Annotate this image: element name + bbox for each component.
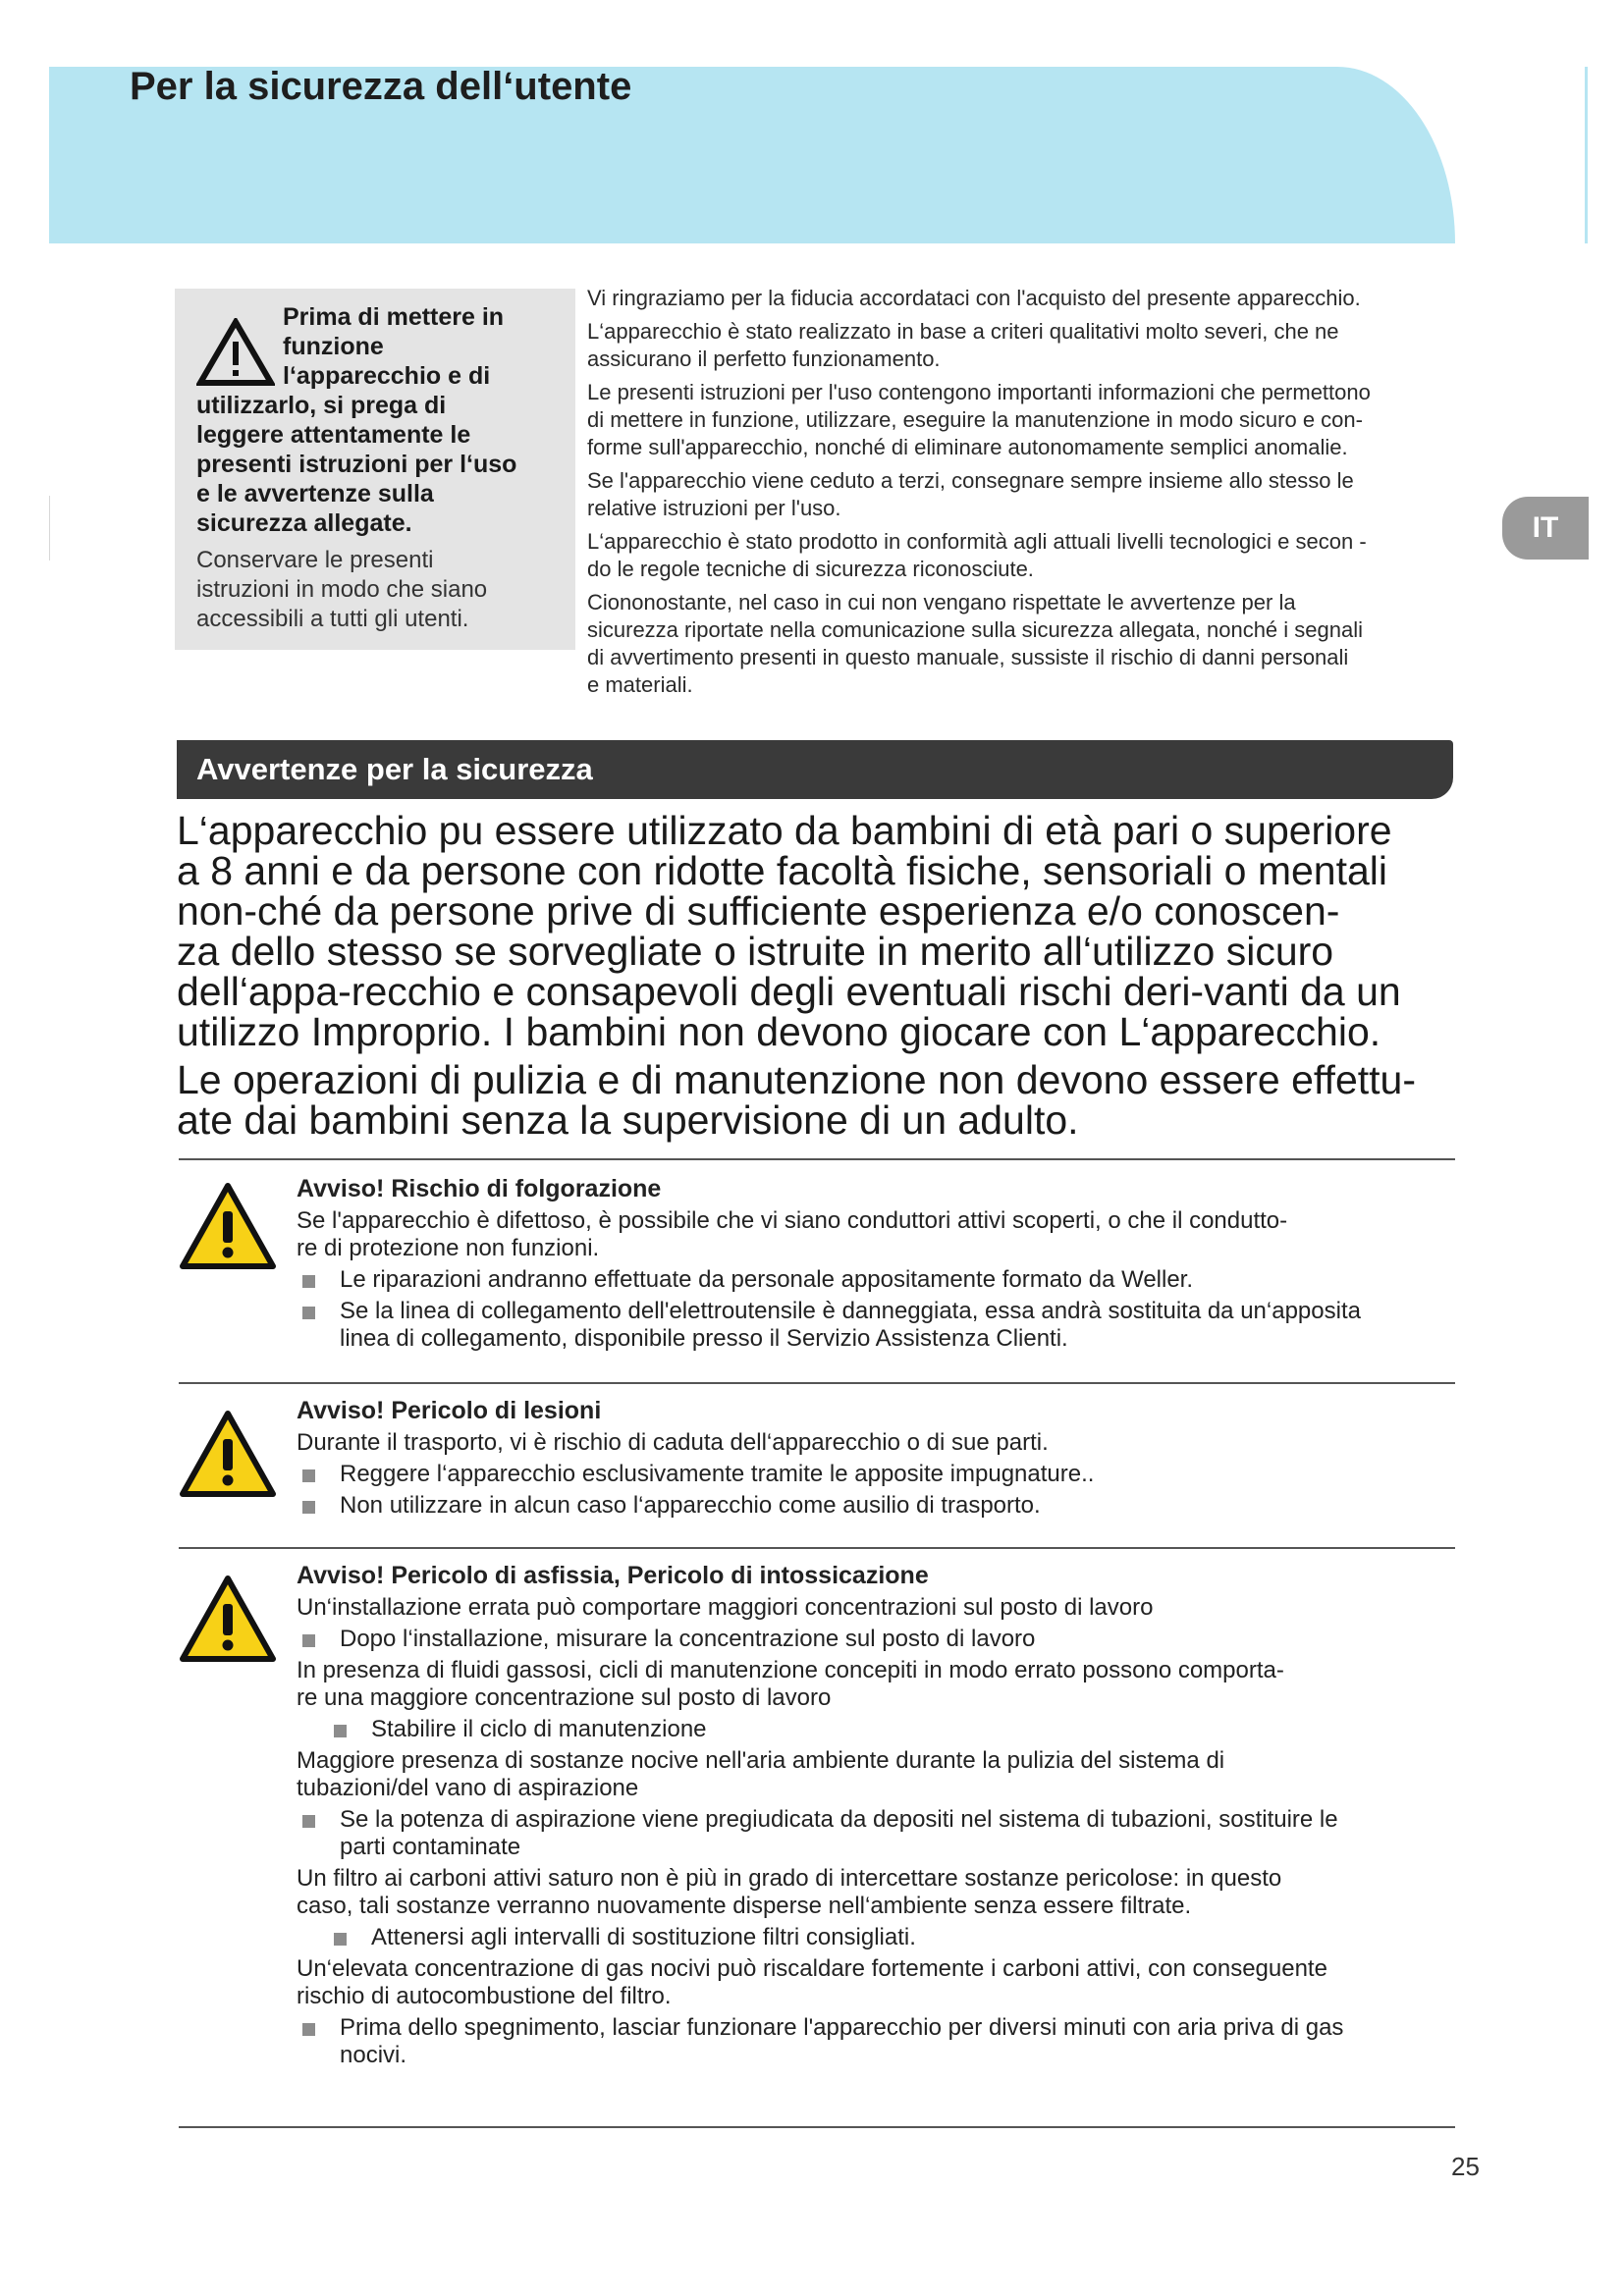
warning-line: re di protezione non funzioni. (297, 1235, 600, 1261)
big-line: utilizzo Improprio. I bambini non devono giocare con L‘apparecchio. (177, 1009, 1381, 1054)
big-paragraph (177, 808, 1463, 1054)
bullet-line: Dopo l‘installazione, misurare la concentrazione sul posto di lavoro (340, 1626, 1036, 1652)
warning-text (297, 1207, 1455, 1262)
intro-line: Vi ringraziamo per la fiducia accordataci con l'acquisto del presente apparecchio. (587, 286, 1361, 310)
warning-body (297, 1174, 1455, 1357)
warning-line: caso, tali sostanze verranno nuovamente disperse nell‘ambiente senza essere filtrate. (297, 1893, 1192, 1919)
notice-line: accessibili a tutti gli utenti. (196, 606, 469, 632)
intro-paragraph (587, 318, 1455, 373)
notice-bold-line: presenti istruzioni per l‘uso (196, 451, 517, 478)
intro-paragraph (587, 467, 1455, 522)
bullet-line: Se la potenza di aspirazione viene pregiudicata da depositi nel sistema di tubazioni, sostituire le (340, 1806, 1338, 1833)
bullet-item (297, 1924, 1455, 1951)
bullet-line: parti contaminate (340, 1834, 521, 1860)
big-line: ate dai bambini senza la supervisione di un adulto. (177, 1097, 1079, 1143)
bullet-line: Le riparazioni andranno effettuate da personale appositamente formato da Weller. (340, 1266, 1194, 1293)
notice-keep-text (196, 546, 554, 634)
bullet-square-icon (302, 2023, 315, 2036)
intro-line: assicurano il perfetto funzionamento. (587, 347, 941, 371)
big-line: non-ché da persone prive di sufficiente esperienza e/o conoscen- (177, 888, 1340, 934)
intro-line: do le regole tecniche di sicurezza riconosciute. (587, 557, 1034, 581)
bullet-square-icon (302, 1275, 315, 1288)
bullet-line: Se la linea di collegamento dell'elettroutensile è danneggiata, essa andrà sostituita da un‘apposita (340, 1298, 1361, 1324)
warning-body (297, 1561, 1455, 2073)
warning-body (297, 1396, 1455, 1523)
big-line: za dello stesso se sorvegliate o istruite in merito all‘utilizzo sicuro (177, 929, 1334, 974)
bullet-line: Attenersi agli intervalli di sostituzione filtri consigliati. (371, 1924, 916, 1950)
intro-line: L‘apparecchio è stato prodotto in conformità agli attuali livelli tecnologici e secon - (587, 529, 1367, 554)
language-tab: IT (1502, 497, 1589, 560)
bullet-square-icon (302, 1469, 315, 1482)
intro-paragraph (587, 285, 1455, 312)
notice-bold-line: funzione (283, 333, 384, 360)
page-title: Per la sicurezza dell‘utente (130, 65, 632, 108)
bullet-square-icon (302, 1634, 315, 1647)
bullet-item (297, 1298, 1455, 1353)
bullet-square-icon (302, 1815, 315, 1828)
banner-edge (1585, 67, 1588, 243)
intro-paragraph (587, 589, 1455, 699)
divider (179, 1547, 1455, 1549)
warning-line: tubazioni/del vano di aspirazione (297, 1775, 639, 1801)
big-line: a 8 anni e da persone con ridotte facoltà fisiche, sensoriali o mentali (177, 848, 1388, 893)
big-paragraph (177, 1057, 1463, 1143)
bullet-square-icon (302, 1307, 315, 1319)
warning-text (297, 1747, 1455, 1802)
notice-line: istruzioni in modo che siano (196, 576, 488, 603)
bullet-line: Stabilire il ciclo di manutenzione (371, 1716, 707, 1742)
bullet-line: linea di collegamento, disponibile presso il Servizio Assistenza Clienti. (340, 1325, 1068, 1352)
notice-bold-line: leggere attentamente le (196, 421, 471, 449)
warning-text (297, 1594, 1455, 1622)
big-line: dell‘appa-recchio e consapevoli degli eventuali rischi deri-vanti da un (177, 969, 1401, 1014)
warning-text (297, 1865, 1455, 1920)
bullet-square-icon (334, 1933, 347, 1946)
notice-bold-line: sicurezza allegate. (196, 509, 412, 537)
divider (179, 1382, 1455, 1384)
bullet-line: Prima dello spegnimento, lasciar funzionare l'apparecchio per diversi minuti con aria priva di gas (340, 2014, 1344, 2041)
caution-outline-icon (196, 318, 275, 387)
margin-mark (49, 496, 50, 561)
warning-title: Avviso! Pericolo di lesioni (297, 1397, 602, 1424)
notice-bold-line: utilizzarlo, si prega di (196, 392, 447, 419)
bullet-item (297, 1266, 1455, 1294)
intro-line: Ciononostante, nel caso in cui non vengano rispettate le avvertenze per la (587, 590, 1296, 614)
intro-line: di avvertimento presenti in questo manuale, sussiste il rischio di danni personali (587, 645, 1349, 669)
intro-line: Se l'apparecchio viene ceduto a terzi, consegnare sempre insieme allo stesso le (587, 468, 1354, 493)
intro-paragraph (587, 379, 1455, 461)
notice-bold-line: Prima di mettere in (283, 303, 505, 331)
bullet-item (297, 1626, 1455, 1653)
warning-title: Avviso! Pericolo di asfissia, Pericolo di intossicazione (297, 1562, 929, 1589)
warning-text (297, 1429, 1455, 1457)
warning-line: Maggiore presenza di sostanze nocive nell'aria ambiente durante la pulizia del sistema di (297, 1747, 1225, 1774)
intro-line: di mettere in funzione, utilizzare, eseguire la manutenzione in modo sicuro e con- (587, 407, 1363, 432)
bullet-line: nocivi. (340, 2042, 407, 2068)
warning-text (297, 1955, 1455, 2010)
bullet-line: Reggere l‘apparecchio esclusivamente tramite le apposite impugnature.. (340, 1461, 1095, 1487)
bullet-item (297, 1716, 1455, 1743)
warning-text (297, 1657, 1455, 1712)
warning-triangle-icon (179, 1575, 277, 1663)
warning-line: Un‘elevata concentrazione di gas nocivi può riscaldare fortemente i carboni attivi, con conseguente (297, 1955, 1327, 1982)
bullet-item (297, 1492, 1455, 1520)
section-heading: Avvertenze per la sicurezza (177, 740, 1453, 799)
warning-line: rischio di autocombustione del filtro. (297, 1983, 672, 2009)
intro-paragraph (587, 528, 1455, 583)
big-line: Le operazioni di pulizia e di manutenzione non devono essere effettu- (177, 1057, 1416, 1102)
intro-line: relative istruzioni per l'uso. (587, 496, 841, 520)
intro-text (587, 285, 1455, 705)
bullet-item (297, 2014, 1455, 2069)
divider (179, 2126, 1455, 2128)
bullet-item (297, 1806, 1455, 1861)
warning-line: Durante il trasporto, vi è rischio di caduta dell‘apparecchio o di sue parti. (297, 1429, 1049, 1456)
warning-line: Un‘installazione errata può comportare maggiori concentrazioni sul posto di lavoro (297, 1594, 1154, 1621)
children-safety-text (177, 808, 1463, 1148)
intro-line: L‘apparecchio è stato realizzato in base a criteri qualitativi molto severi, che ne (587, 319, 1339, 344)
intro-notice-box (175, 289, 575, 650)
big-line: L‘apparecchio pu essere utilizzato da bambini di età pari o superiore (177, 808, 1392, 853)
warning-line: In presenza di fluidi gassosi, cicli di manutenzione concepiti in modo errato possono comporta- (297, 1657, 1284, 1683)
warning-line: Se l'apparecchio è difettoso, è possibile che vi siano conduttori attivi scoperti, o che il condutto- (297, 1207, 1288, 1234)
notice-bold-line: l‘apparecchio e di (283, 362, 491, 390)
warning-title: Avviso! Rischio di folgorazione (297, 1175, 662, 1202)
intro-line: forme sull'apparecchio, nonché di eliminare autonomamente semplici anomalie. (587, 435, 1348, 459)
bullet-square-icon (334, 1725, 347, 1737)
page-number: 25 (1451, 2152, 1480, 2181)
bullet-line: Non utilizzare in alcun caso l‘apparecchio come ausilio di trasporto. (340, 1492, 1041, 1519)
intro-line: sicurezza riportate nella comunicazione sulla sicurezza allegata, nonché i segnali (587, 617, 1363, 642)
warning-line: Un filtro ai carboni attivi saturo non è più in grado di intercettare sostanze pericolose: in questo (297, 1865, 1282, 1892)
divider (179, 1158, 1455, 1160)
notice-bold-line: e le avvertenze sulla (196, 480, 434, 507)
warning-line: re una maggiore concentrazione sul posto di lavoro (297, 1684, 832, 1711)
intro-line: e materiali. (587, 672, 693, 697)
bullet-item (297, 1461, 1455, 1488)
bullet-square-icon (302, 1501, 315, 1514)
notice-line: Conservare le presenti (196, 547, 434, 573)
warning-triangle-icon (179, 1410, 277, 1498)
intro-line: Le presenti istruzioni per l'uso contengono importanti informazioni che permettono (587, 380, 1371, 404)
warning-triangle-icon (179, 1182, 277, 1270)
